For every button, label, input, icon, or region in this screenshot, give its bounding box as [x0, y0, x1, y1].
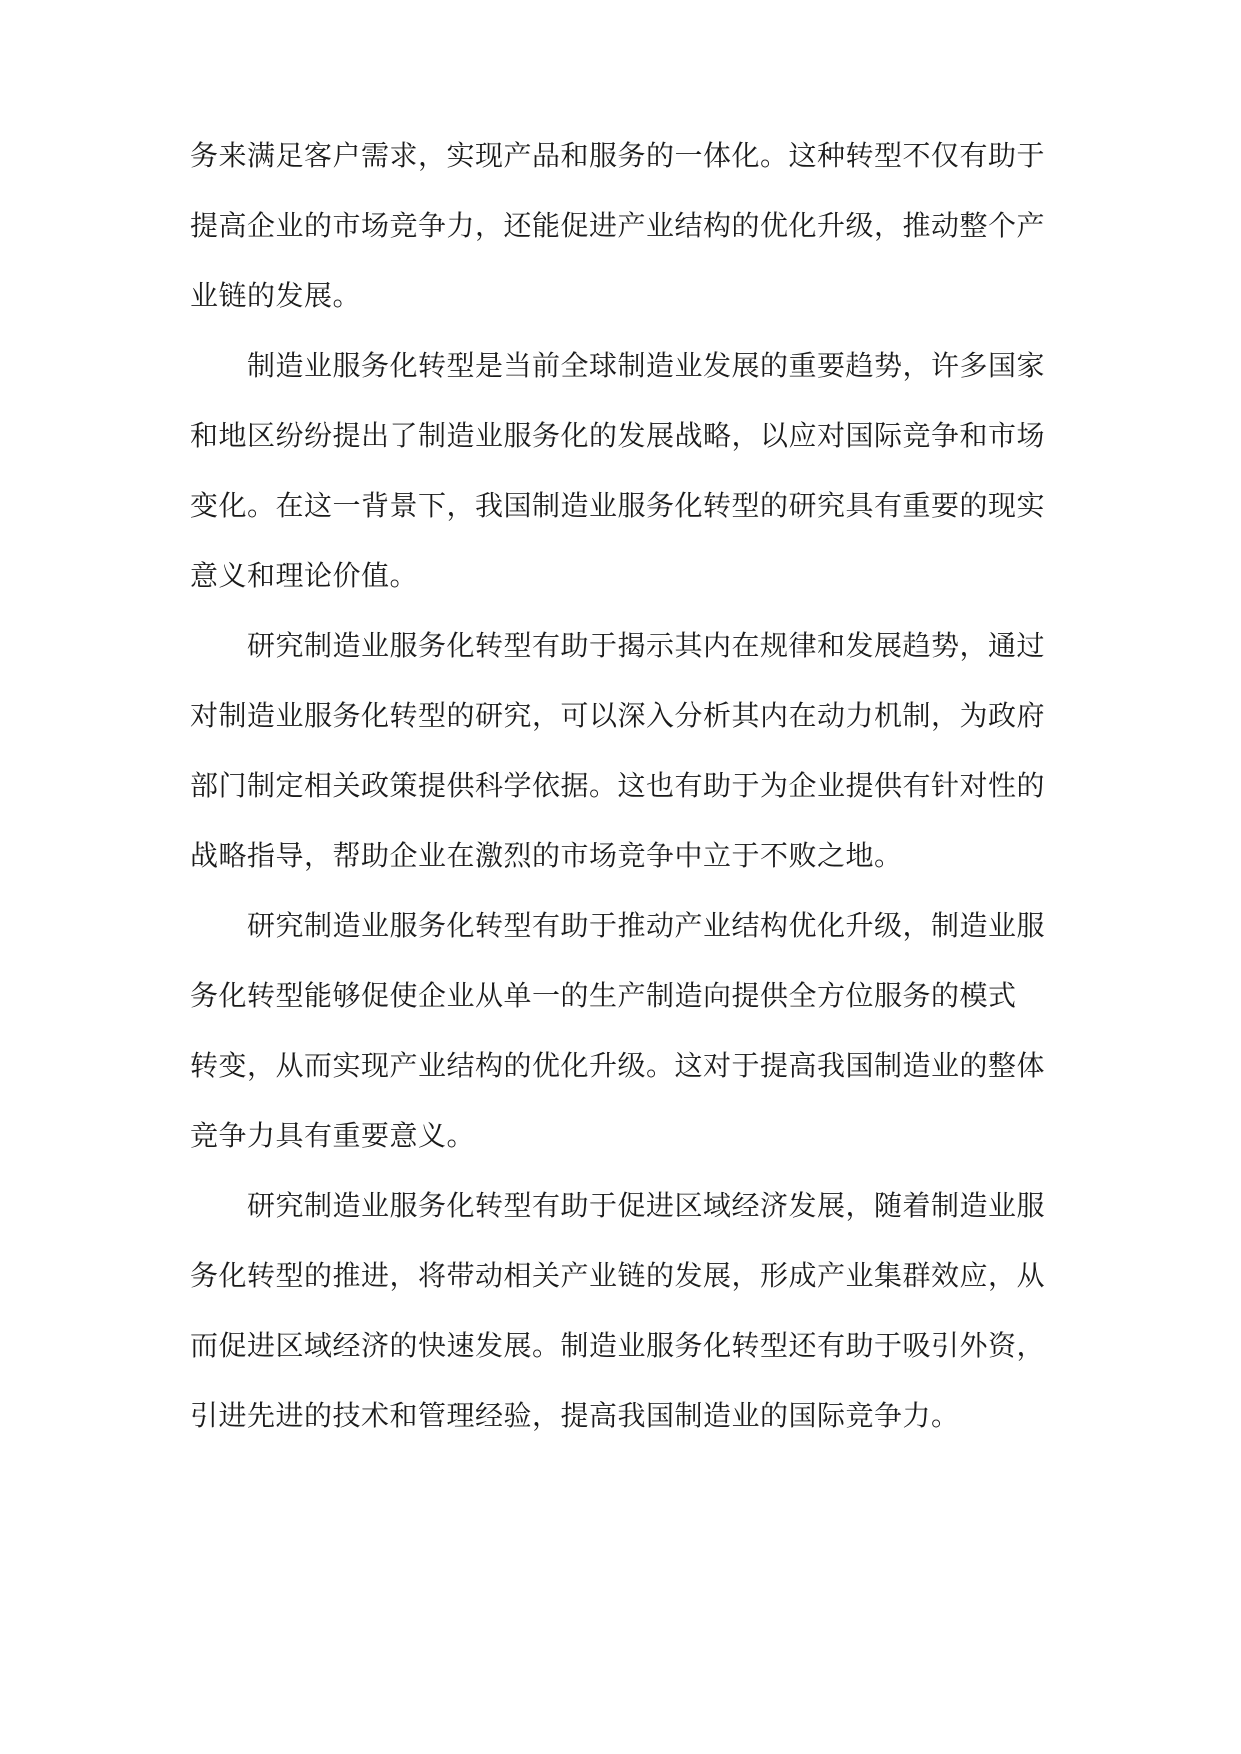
paragraph-3-line-1: 研究制造业服务化转型有助于揭示其内在规律和发展趋势，通过 — [247, 629, 1046, 662]
paragraph-2-line-2: 和地区纷纷提出了制造业服务化的发展战略，以应对国际竞争和市场 — [190, 419, 1046, 452]
paragraph-4-line-3: 转变，从而实现产业结构的优化升级。这对于提高我国制造业的整体 — [190, 1049, 1046, 1082]
paragraph-1-line-2: 提高企业的市场竞争力，还能促进产业结构的优化升级，推动整个产 — [190, 209, 1046, 242]
paragraph-5-line-2: 务化转型的推进，将带动相关产业链的发展，形成产业集群效应，从 — [190, 1259, 1046, 1292]
paragraph-3-line-4: 战略指导，帮助企业在激烈的市场竞争中立于不败之地。 — [190, 839, 903, 872]
paragraph-3-line-3: 部门制定相关政策提供科学依据。这也有助于为企业提供有针对性的 — [190, 769, 1046, 802]
paragraph-4-line-4: 竞争力具有重要意义。 — [190, 1119, 476, 1152]
paragraph-4-line-1: 研究制造业服务化转型有助于推动产业结构优化升级，制造业服 — [247, 909, 1046, 942]
paragraph-4-line-2: 务化转型能够促使企业从单一的生产制造向提供全方位服务的模式 — [190, 979, 1017, 1012]
paragraph-2-line-3: 变化。在这一背景下，我国制造业服务化转型的研究具有重要的现实 — [190, 489, 1046, 522]
paragraph-2-line-1: 制造业服务化转型是当前全球制造业发展的重要趋势，许多国家 — [247, 349, 1046, 382]
paragraph-5-line-3: 而促进区域经济的快速发展。制造业服务化转型还有助于吸引外资， — [190, 1329, 1046, 1362]
paragraph-3-line-2: 对制造业服务化转型的研究，可以深入分析其内在动力机制，为政府 — [190, 699, 1046, 732]
paragraph-2-line-4: 意义和理论价值。 — [190, 559, 419, 592]
paragraph-5-line-1: 研究制造业服务化转型有助于促进区域经济发展，随着制造业服 — [247, 1189, 1046, 1222]
paragraph-5-line-4: 引进先进的技术和管理经验，提高我国制造业的国际竞争力。 — [190, 1399, 960, 1432]
paragraph-1-line-1: 务来满足客户需求，实现产品和服务的一体化。这种转型不仅有助于 — [190, 139, 1046, 172]
paragraph-1-line-3: 业链的发展。 — [190, 279, 362, 312]
